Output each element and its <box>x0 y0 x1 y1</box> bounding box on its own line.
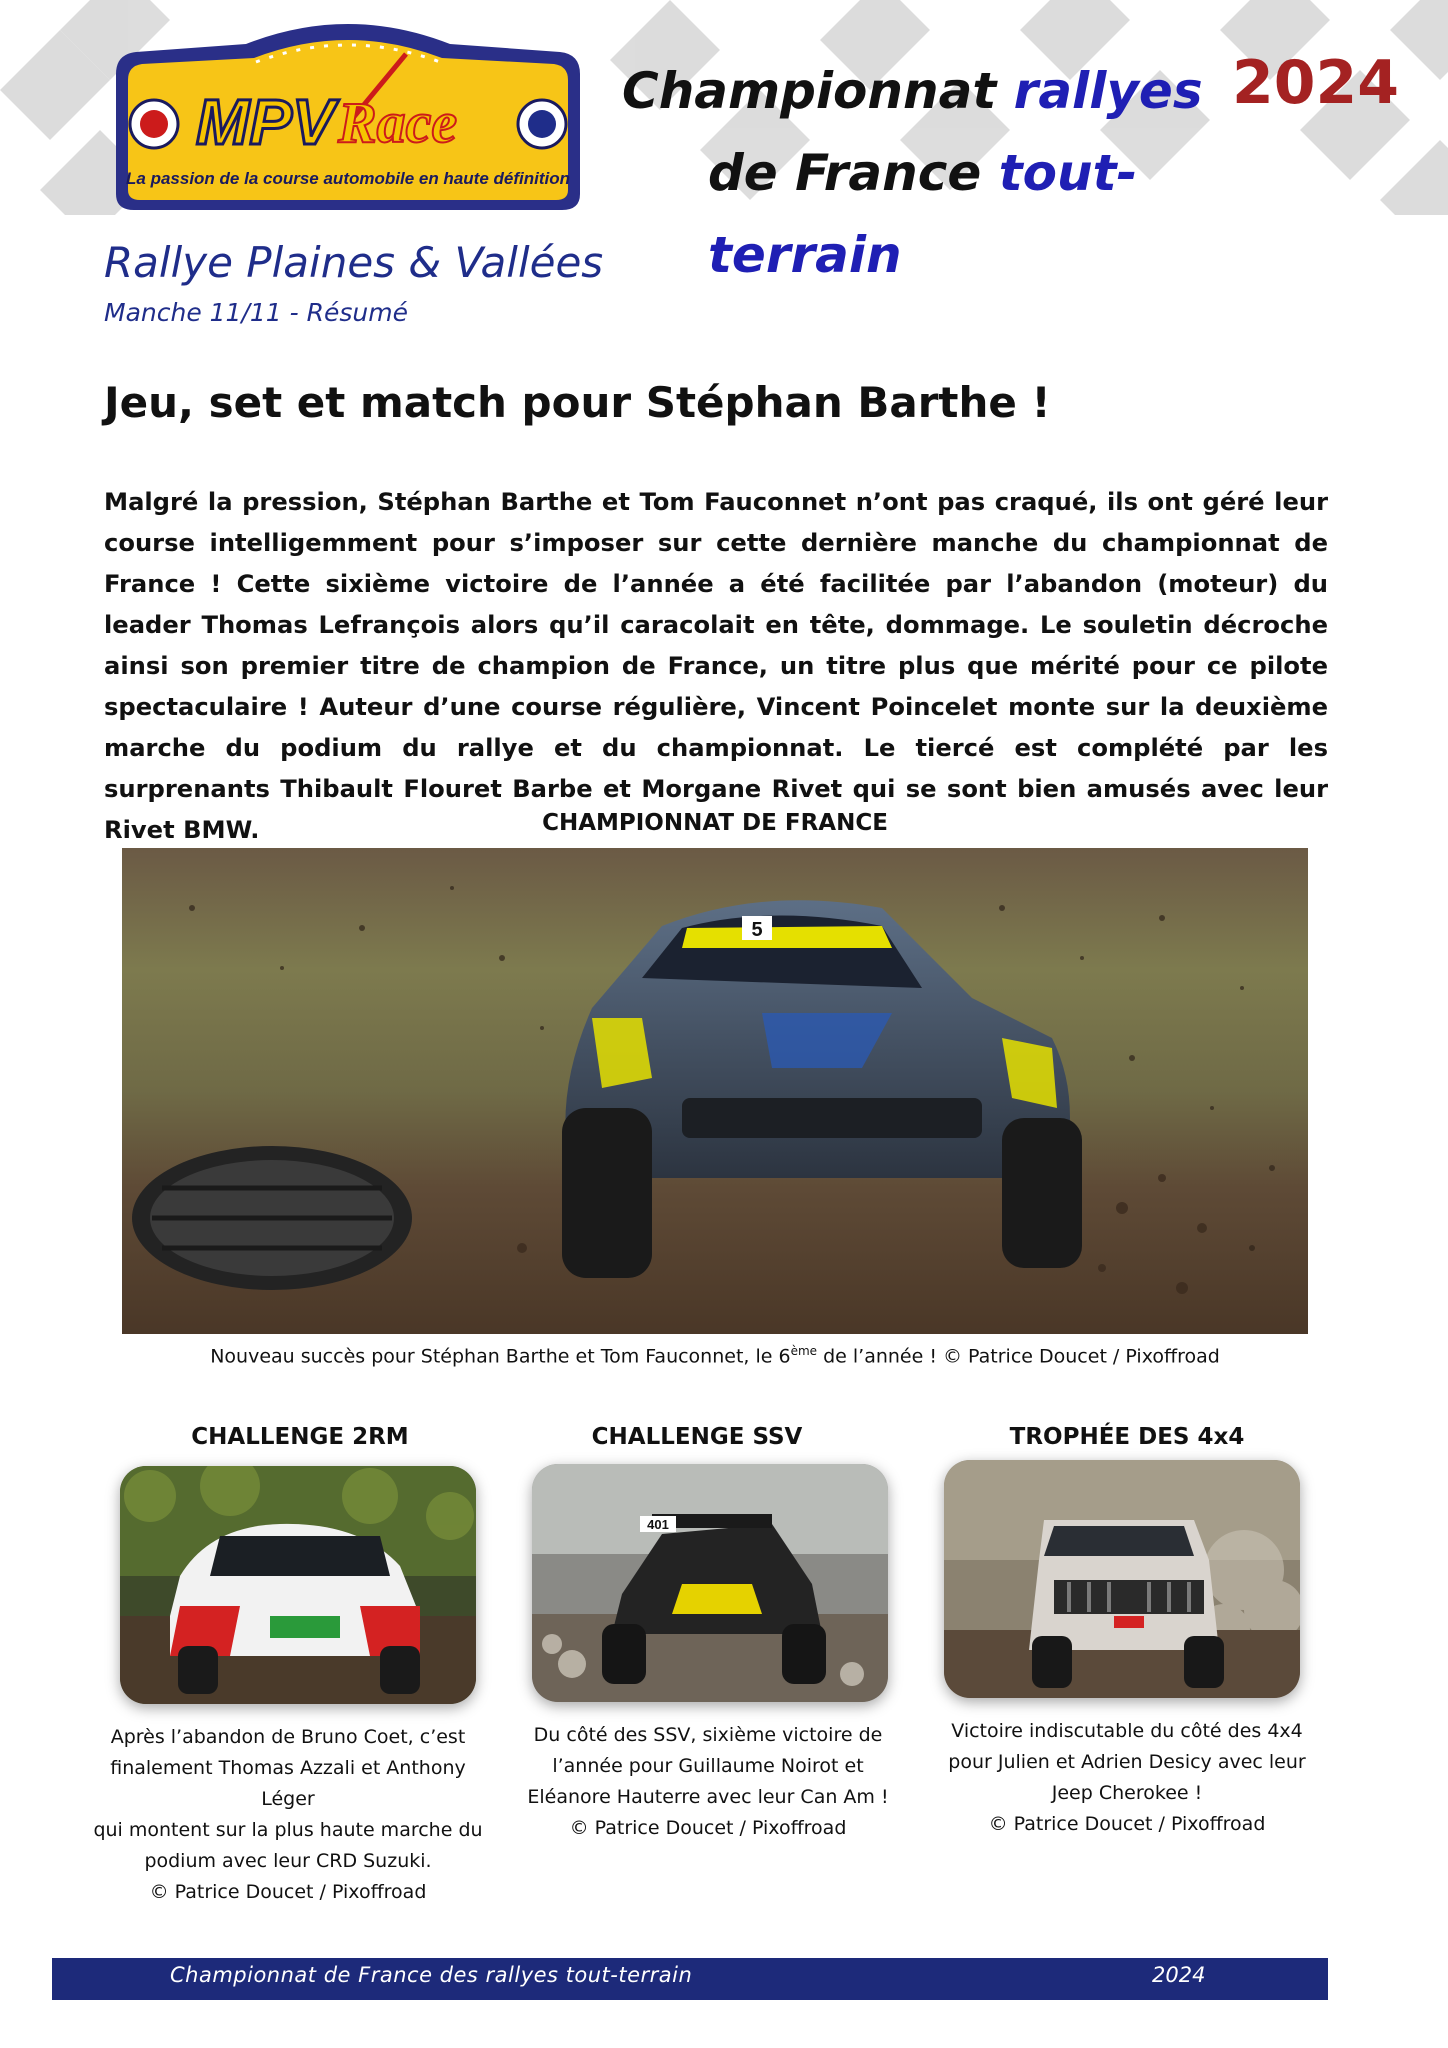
article-body: Malgré la pression, Stéphan Barthe et Tom Fauconnet n’ont pas craqué, ils ont géré leur course intelligemment pour s’imposer sur cette dernière manche du championnat de France ! Cette sixième victoire de l’année a été facilitée par l’abandon (moteur) du leader Thomas Lefrançois alors qu’il caracolait en tête, dommage. Le souletin décroche ainsi son premier titre de champion de France, un titre plus que mérité pour ce pilote spectaculaire ! Auteur d’une course régulière, Vincent Poincelet monte sur la deuxième marche du podium du rallye et du championnat. Le tiercé est complété par les surprenants Thibault Flouret Barbe et Morgane Rivet qui se sont bien amusés avec leur Rivet BMW. <box>104 488 1328 844</box>
caption-line: © Patrice Doucet / Pixoffroad <box>569 1817 847 1839</box>
title-line-1-accent: rallyes <box>1013 62 1203 120</box>
section-title-trophee-4x4: TROPHÉE DES 4x4 <box>1009 1424 1245 1450</box>
rally-name: Rallye Plaines & Vallées <box>104 238 604 287</box>
caption-line: qui montent sur la plus haute marche du <box>93 1819 483 1841</box>
section-title-challenge-2rm: CHALLENGE 2RM <box>191 1424 409 1450</box>
caption-line: Après l’abandon de Bruno Coet, c’est <box>110 1726 466 1748</box>
main-photo-caption <box>122 1344 1308 1367</box>
caption-line: Jeep Cherokee ! <box>1051 1782 1203 1804</box>
caption-challenge-ssv <box>508 1720 908 1844</box>
caption-line: pour Julien et Adrien Desicy avec leur <box>948 1751 1306 1773</box>
photo-trophee-4x4 <box>944 1460 1300 1698</box>
footer-bar <box>52 1958 1328 2000</box>
main-caption-superscript: ème <box>790 1344 818 1358</box>
svg-text:La passion de la course automo: La passion de la course automobile en haute définition <box>126 169 570 188</box>
title-line-2-accent: tout-terrain <box>708 144 1138 284</box>
main-caption-text: Nouveau succès pour Stéphan Barthe et Tom Fauconnet, le 6 <box>210 1345 791 1368</box>
caption-line: finalement Thomas Azzali et Anthony Léger <box>110 1757 466 1810</box>
footer-year: 2024 <box>1152 1963 1206 1987</box>
section-title-championnat: CHAMPIONNAT DE FRANCE <box>542 810 888 836</box>
photo-challenge-2rm <box>120 1466 476 1704</box>
main-caption-text-after: de l’année ! © Patrice Doucet / Pixoffroad <box>817 1345 1220 1368</box>
footer-title: Championnat de France des rallyes tout-terrain <box>170 1963 693 1987</box>
car-number-main: 5 <box>751 919 763 941</box>
title-line-2 <box>580 132 1280 296</box>
article-headline: Jeu, set et match pour Stéphan Barthe ! <box>104 378 1051 427</box>
svg-text:MPV: MPV <box>196 86 335 158</box>
caption-line: podium avec leur CRD Suzuki. <box>144 1850 432 1872</box>
championship-title <box>580 50 1280 296</box>
caption-line: Du côté des SSV, sixième victoire de <box>533 1724 883 1746</box>
mpv-race-logo <box>106 14 590 214</box>
svg-text:Race: Race <box>338 90 458 155</box>
car-number-ssv: 401 <box>647 1517 669 1532</box>
header-year: 2024 <box>1232 48 1399 118</box>
rally-subtitle: Manche 11/11 - Résumé <box>104 298 408 327</box>
caption-line: Eléanore Hauterre avec leur Can Am ! <box>527 1786 889 1808</box>
title-line-2-prefix: de France <box>708 144 999 202</box>
main-race-photo <box>122 848 1308 1334</box>
caption-trophee-4x4 <box>927 1716 1327 1840</box>
title-line-1 <box>580 50 1280 132</box>
caption-line: l’année pour Guillaume Noirot et <box>552 1755 864 1777</box>
caption-line: © Patrice Doucet / Pixoffroad <box>149 1881 427 1903</box>
photo-challenge-ssv <box>532 1464 888 1702</box>
title-line-1-prefix: Championnat <box>622 62 1014 120</box>
caption-challenge-2rm <box>88 1722 488 1908</box>
caption-line: Victoire indiscutable du côté des 4x4 <box>951 1720 1303 1742</box>
caption-line: © Patrice Doucet / Pixoffroad <box>988 1813 1266 1835</box>
section-title-challenge-ssv: CHALLENGE SSV <box>591 1424 803 1450</box>
